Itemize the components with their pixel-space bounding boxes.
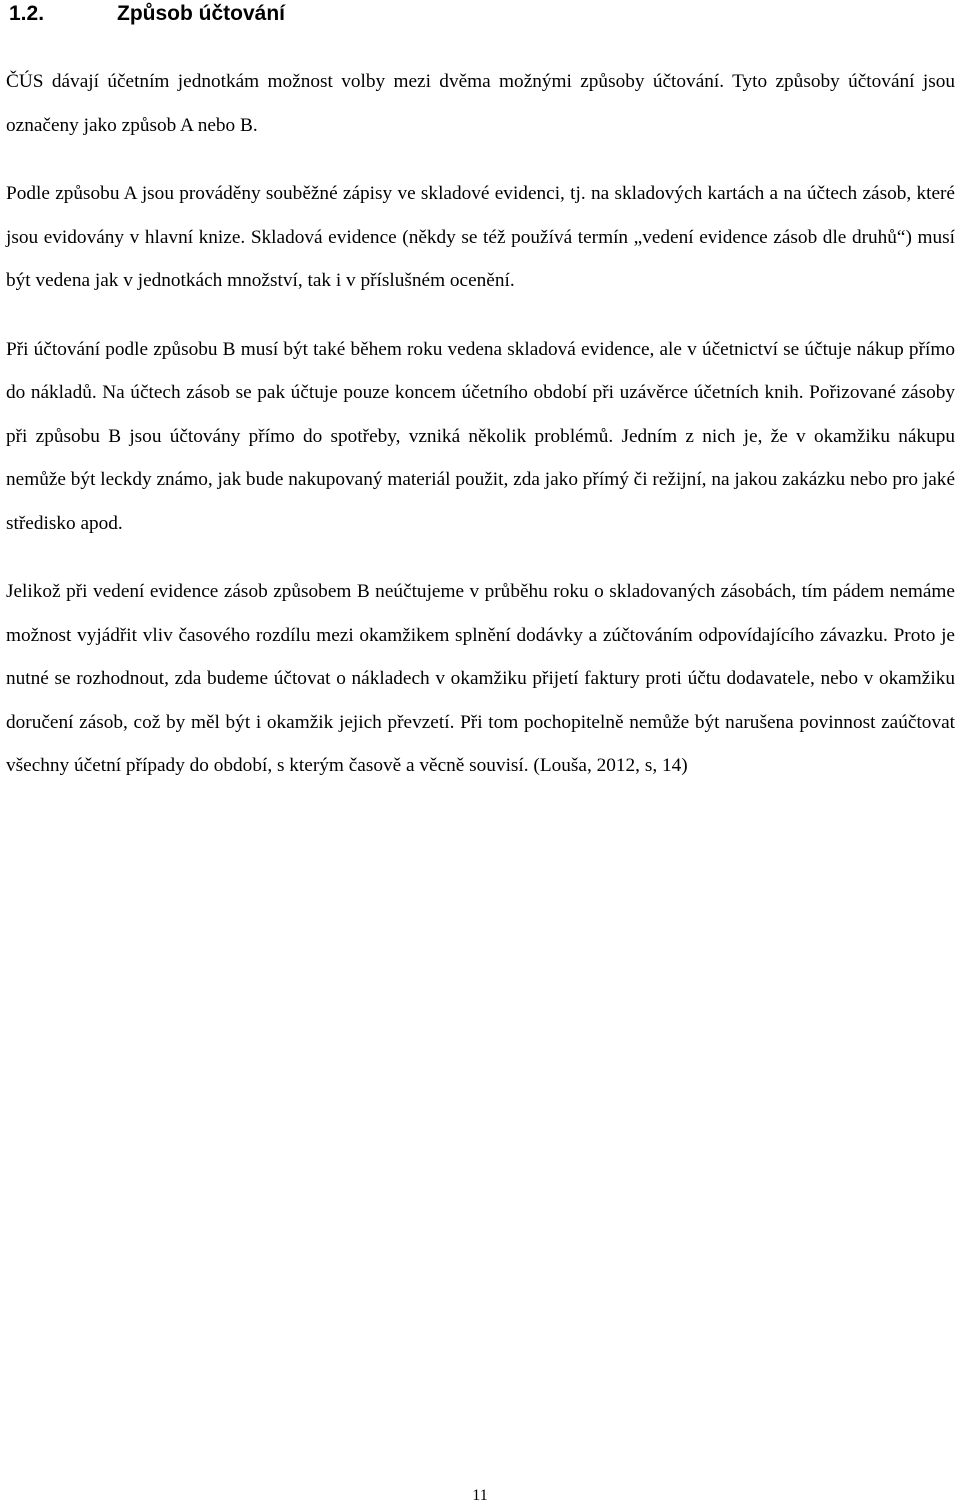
section-heading — [9, 0, 285, 28]
paragraph-gap — [6, 147, 955, 172]
section-title: Způsob účtování — [117, 2, 285, 25]
paragraph-gap — [6, 303, 955, 328]
paragraph: ČÚS dávají účetním jednotkám možnost volby mezi dvěma možnými způsoby účtování. Tyto způsoby účtování jsou označeny jako způsob A nebo B. — [6, 71, 955, 136]
paragraph: Podle způsobu A jsou prováděny souběžné zápisy ve skladové evidenci, tj. na skladových kartách a na účtech zásob, které jsou evidovány v hlavní knize. Skladová evidence (někdy se též používá termín „vedení evidence zásob dle druhů“) musí být vedena jak v jednotkách množství, tak i v příslušném ocenění. — [6, 183, 955, 291]
paragraph: Při účtování podle způsobu B musí být také během roku vedena skladová evidence, ale v účetnictví se účtuje nákup přímo do nákladů. Na účtech zásob se pak účtuje pouze koncem účetního období při uzávěrce účetních knih. Pořizované zásoby při způsobu B jsou účtovány přímo do spotřeby, vzniká několik problémů. Jedním z nich je, že v okamžiku nákupu nemůže být leckdy známo, jak bude nakupovaný materiál použit, zda jako přímý či režijní, na jakou zakázku nebo pro jaké středisko apod. — [6, 338, 955, 534]
paragraph-gap — [6, 545, 955, 570]
page-number: 11 — [472, 1487, 488, 1504]
section-number: 1.2. — [9, 2, 45, 25]
document-body — [6, 60, 955, 788]
paragraph: Jelikož při vedení evidence zásob způsobem B neúčtujeme v průběhu roku o skladovaných zásobách, tím pádem nemáme možnost vyjádřit vliv časového rozdílu mezi okamžikem splnění dodávky a zúčtováním odpovídajícího závazku. Proto je nutné se rozhodnout, zda budeme účtovat o nákladech v okamžiku přijetí faktury proti účtu dodavatele, nebo v okamžiku doručení zásob, což by měl být i okamžik jejich převzetí. Při tom pochopitelně nemůže být narušena povinnost zaúčtovat všechny účetní případy do období, s kterým časově a věcně souvisí. (Louša, 2012, s, 14) — [6, 581, 955, 776]
